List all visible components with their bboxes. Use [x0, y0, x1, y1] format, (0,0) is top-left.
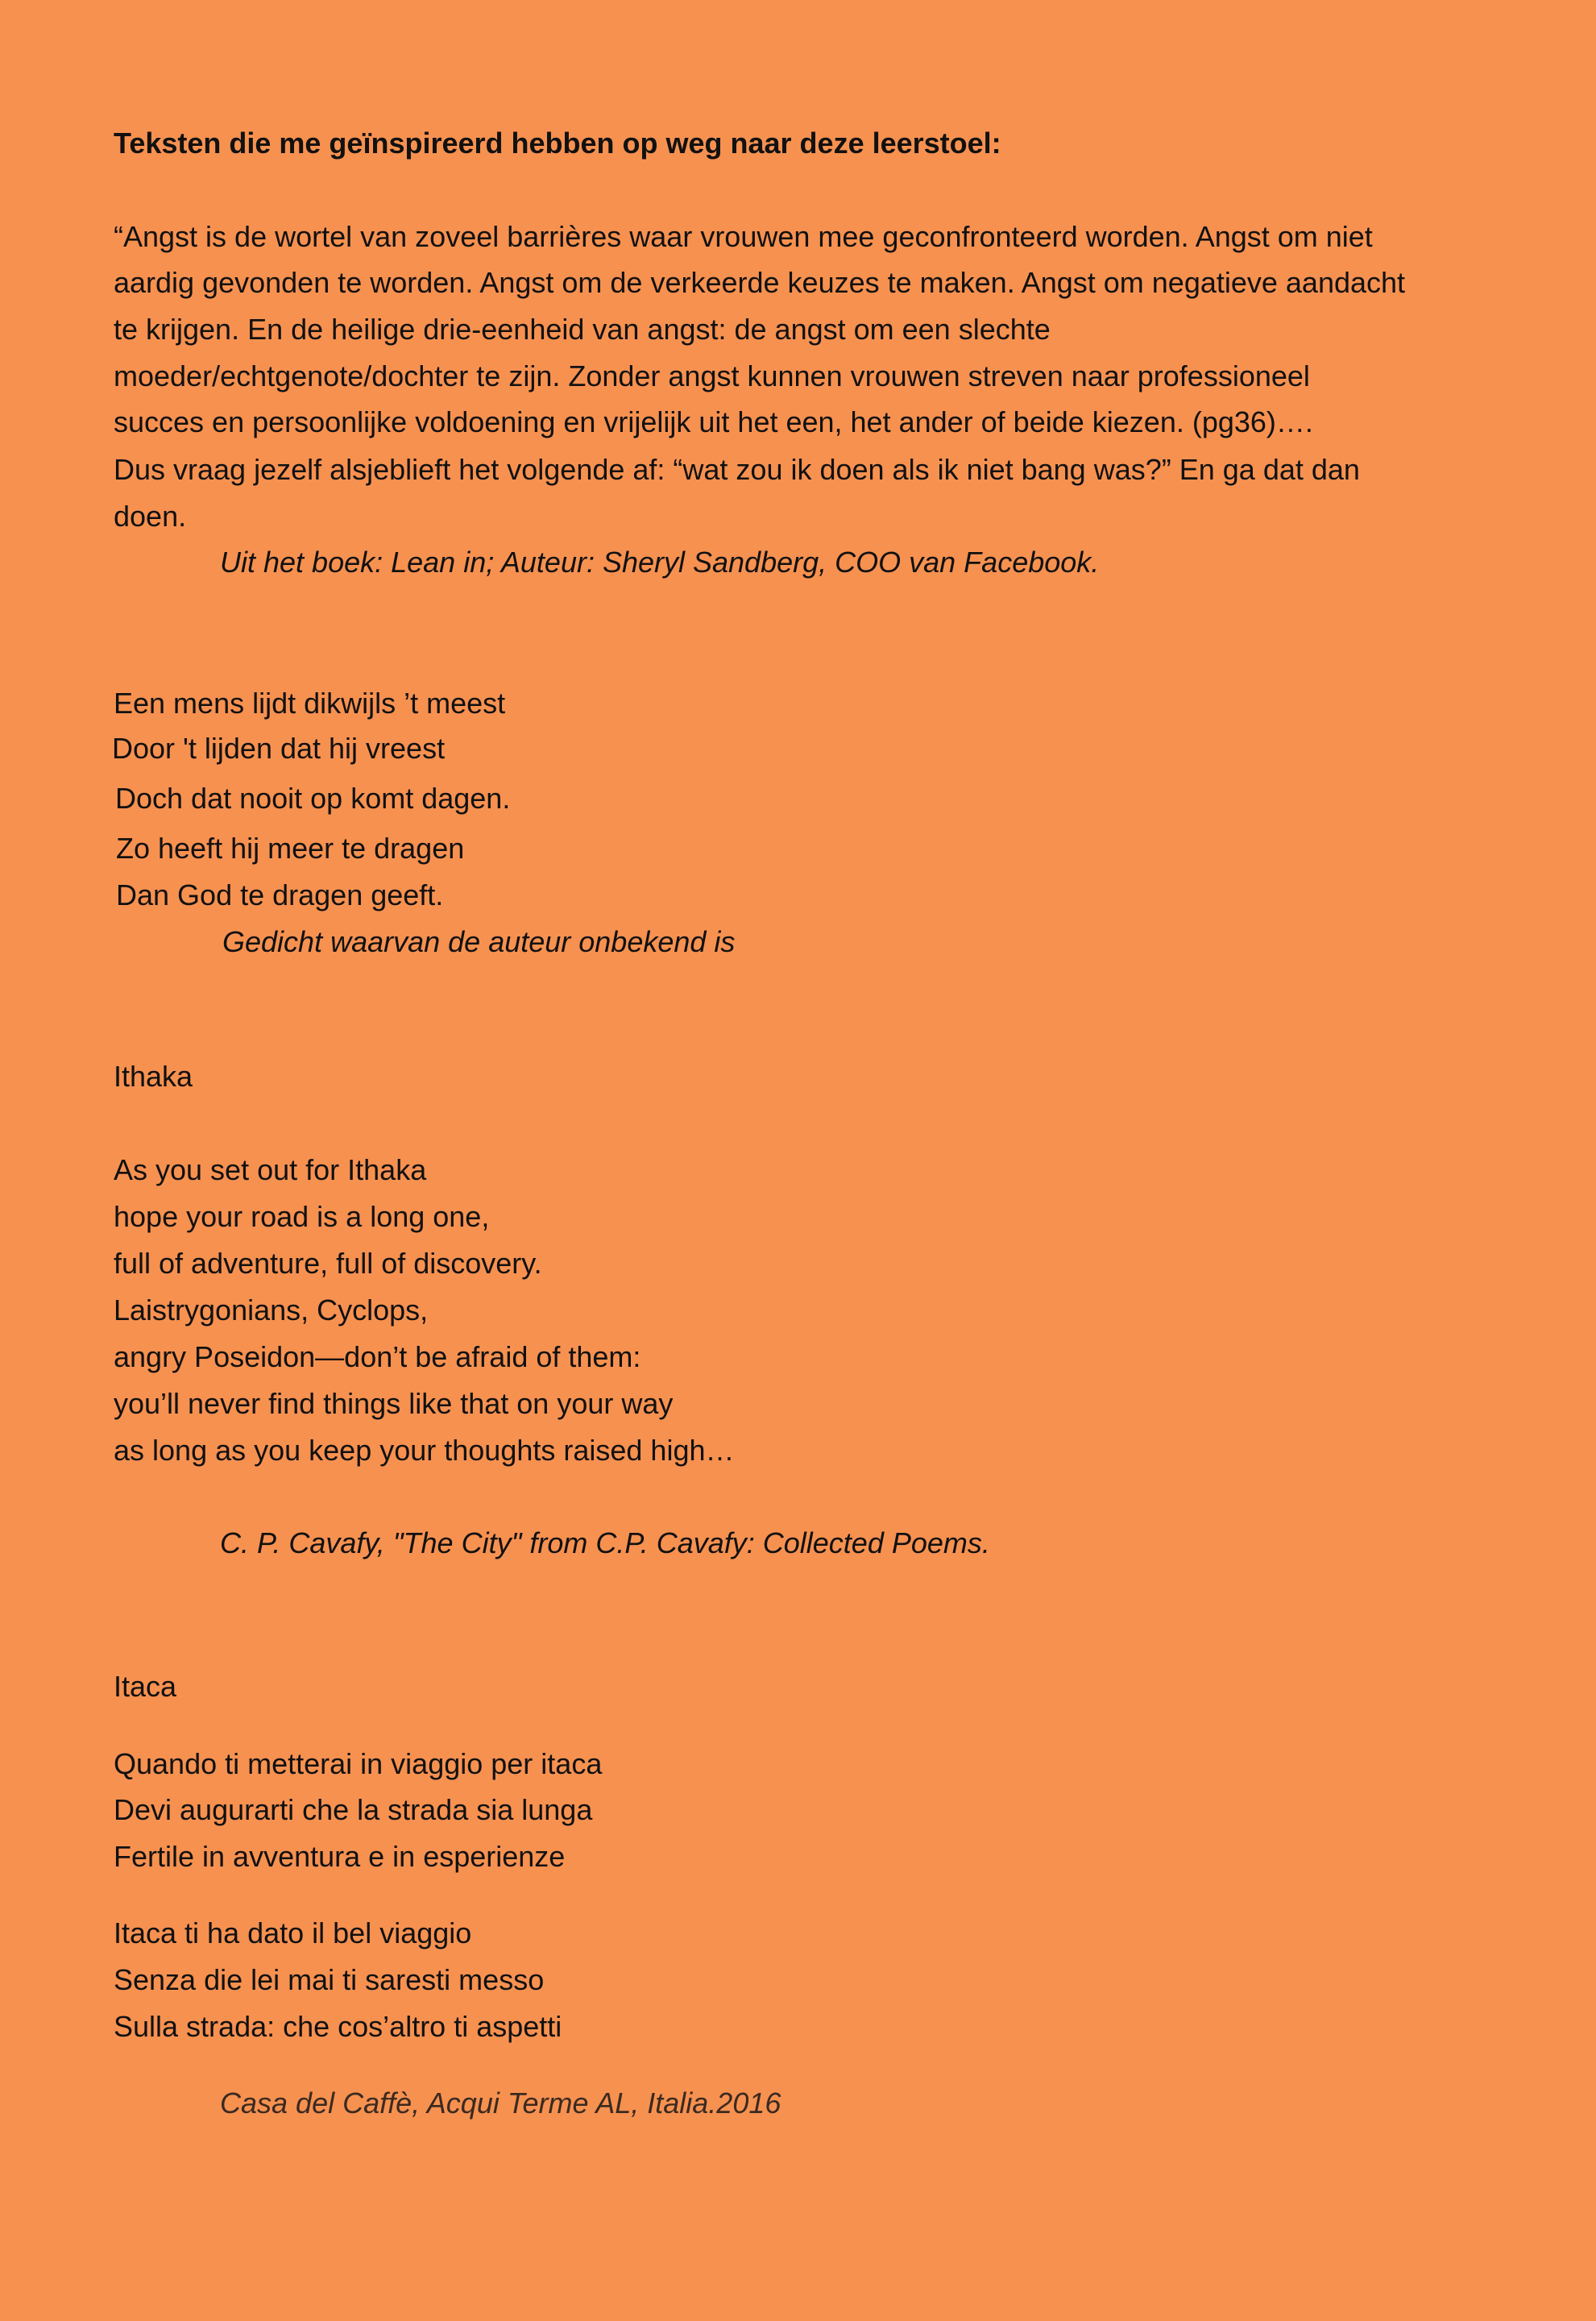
poem-line: hope your road is a long one,: [114, 1200, 490, 1233]
poem-line: Doch dat nooit op komt dagen.: [115, 782, 511, 815]
poem-attribution: C. P. Cavafy, "The City" from C.P. Cavafy: Collected Poems.: [220, 1526, 990, 1559]
poem-line: Een mens lijdt dikwijls ’t meest: [114, 687, 506, 720]
poem-line: you’ll never find things like that on your way: [114, 1387, 674, 1420]
quote-line: aardig gevonden te worden. Angst om de verkeerde keuzes te maken. Angst om negatieve aandacht: [114, 266, 1406, 299]
poem-line: Sulla strada: che cos’altro ti aspetti: [114, 2010, 562, 2043]
page-heading: Teksten die me geïnspireerd hebben op weg naar deze leerstoel:: [114, 127, 1001, 160]
poem-line: Itaca ti ha dato il bel viaggio: [114, 1916, 472, 1949]
poem-line: Zo heeft hij meer te dragen: [116, 832, 465, 865]
quote-attribution: Uit het boek: Lean in; Auteur: Sheryl Sandberg, COO van Facebook.: [220, 546, 1100, 579]
poem-line: Laistrygonians, Cyclops,: [114, 1293, 429, 1327]
poem-title-itaca: Itaca: [114, 1670, 177, 1703]
poem-line: Devi augurarti che la strada sia lunga: [114, 1793, 593, 1826]
poem-line: full of adventure, full of discovery.: [114, 1247, 542, 1280]
quote-line: Dus vraag jezelf alsjeblieft het volgende af: “wat zou ik doen als ik niet bang was?” En ga dat dan: [114, 453, 1360, 486]
poem-line: Fertile in avventura e in esperienze: [114, 1840, 566, 1873]
poem-attribution: Casa del Caffè, Acqui Terme AL, Italia.2016: [220, 2086, 781, 2120]
poem-line: Dan God te dragen geeft.: [116, 878, 444, 911]
poem-line: angry Poseidon—don’t be afraid of them:: [114, 1340, 641, 1373]
quote-line: “Angst is de wortel van zoveel barrières waar vrouwen mee geconfronteerd worden. Angst om niet: [114, 220, 1373, 253]
poem-line: Door 't lijden dat hij vreest: [112, 732, 446, 765]
poem-attribution: Gedicht waarvan de auteur onbekend is: [222, 925, 736, 958]
quote-line: moeder/echtgenote/dochter te zijn. Zonder angst kunnen vrouwen streven naar professioneel: [114, 359, 1310, 392]
quote-line: doen.: [114, 500, 187, 533]
poem-title-ithaka: Ithaka: [114, 1060, 193, 1093]
quote-line: succes en persoonlijke voldoening en vrijelijk uit het een, het ander of beide kiezen. (pg36)….: [114, 405, 1313, 438]
poem-line: as long as you keep your thoughts raised high…: [114, 1434, 735, 1467]
poem-line: Quando ti metterai in viaggio per itaca: [114, 1747, 603, 1780]
poem-line: As you set out for Ithaka: [114, 1153, 427, 1186]
poem-line: Senza die lei mai ti saresti messo: [114, 1963, 545, 1996]
quote-line: te krijgen. En de heilige drie-eenheid van angst: de angst om een slechte: [114, 313, 1051, 346]
